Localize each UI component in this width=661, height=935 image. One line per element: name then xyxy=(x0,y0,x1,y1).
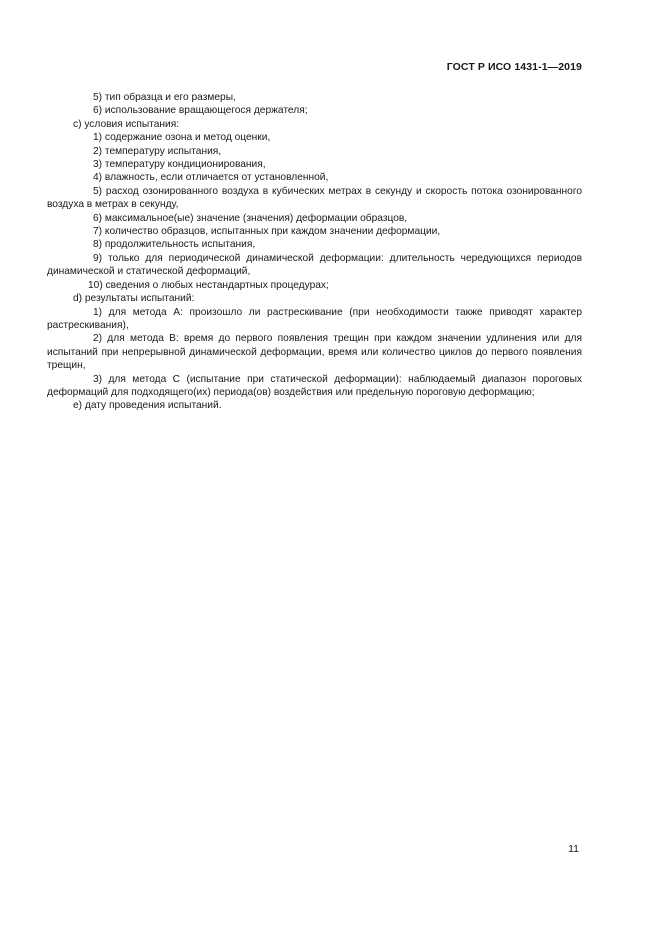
list-item: 7) количество образцов, испытанных при каждом значении деформации, xyxy=(93,226,441,238)
list-item: 6) максимальное(ые) значение (значения) деформации образцов, xyxy=(93,212,408,224)
list-item: 3) для метода С (испытание при статической деформации): наблюдаемый диапазон пороговых деформаций для подходящего(их) периода(ов) воздействия или предельную пороговую деформацию; xyxy=(47,373,582,398)
list-item: c) условия испытания: xyxy=(73,118,180,130)
list-item: 8) продолжительность испытания, xyxy=(93,239,256,251)
list-item: 5) тип образца и его размеры, xyxy=(93,92,236,103)
list-item: d) результаты испытаний: xyxy=(73,293,195,305)
page-number: 11 xyxy=(568,843,579,855)
list-item: 3) температуру кондиционирования, xyxy=(93,159,266,171)
list-item: 1) содержание озона и метод оценки, xyxy=(93,132,271,144)
list-item: 5) расход озонированного воздуха в кубических метрах в секунду и скорость потока озонированного воздуха в метрах в секунду, xyxy=(47,185,582,211)
list-item: 6) использование вращающегося держателя; xyxy=(93,105,308,117)
list-item: 1) для метода А: произошло ли растрескивание (при необходимости также приводят характер растрескивания), xyxy=(47,306,582,331)
document-header: ГОСТ Р ИСО 1431-1—2019 xyxy=(446,61,582,73)
document-body xyxy=(47,91,582,413)
list-item: 10) сведения о любых нестандартных процедурах; xyxy=(88,279,329,291)
list-item: 4) влажность, если отличается от установленной, xyxy=(93,172,329,184)
list-item: 2) температуру испытания, xyxy=(93,145,222,157)
list-item: 9) только для периодической динамической деформации: длительность чередующихся периодов динамической и статической деформаций, xyxy=(47,252,582,278)
list-item: е) дату проведения испытаний. xyxy=(73,400,222,412)
list-item: 2) для метода В: время до первого появления трещин при каждом значении удлинения или для испытаний при непрерывной динамической деформации, время или количество циклов до первого появления трещин, xyxy=(47,333,582,372)
